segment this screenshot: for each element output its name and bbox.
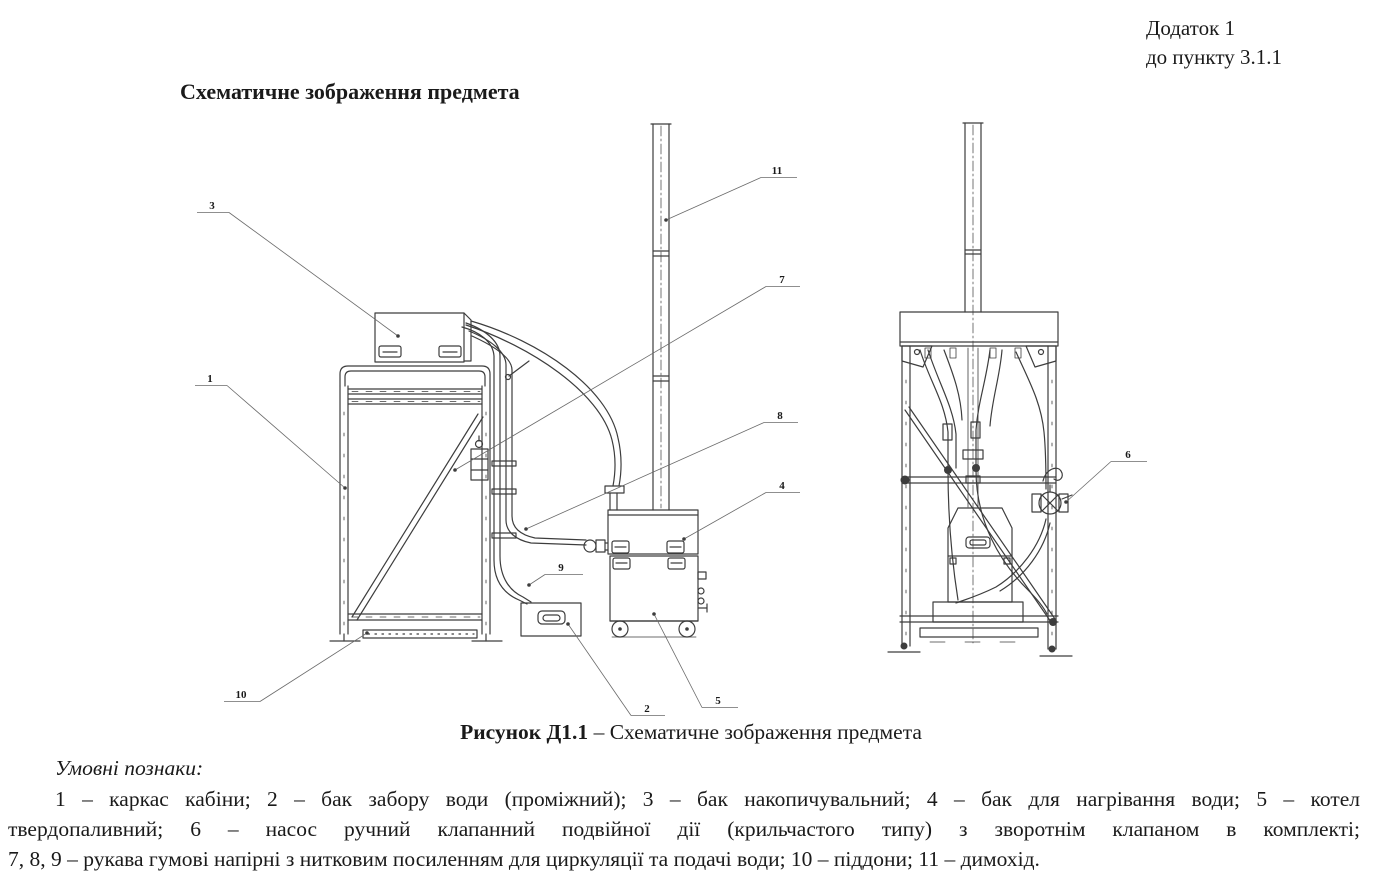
legend-line-2: твердопаливний; 6 – насос ручний клапанний подвійної дії (крильчастого типу) з зворотнім клапаном в комплекті; xyxy=(8,817,1360,841)
callout-2: 2 xyxy=(644,703,650,715)
callout-1: 1 xyxy=(207,373,213,385)
callout-11: 11 xyxy=(771,165,783,177)
figure-callouts xyxy=(195,165,1147,716)
callout-4: 4 xyxy=(779,480,785,492)
callout-8: 8 xyxy=(777,410,783,422)
figure-caption-text: – Схематичне зображення предмета xyxy=(588,720,922,744)
callout-3: 3 xyxy=(209,200,215,212)
callout-7: 7 xyxy=(779,274,785,286)
legend-title: Умовні познаки: xyxy=(55,756,204,780)
legend-line-1: 1 – каркас кабіни; 2 – бак забору води (проміжний); 3 – бак накопичувальний; 4 – бак для нагрівання води; 5 – котел xyxy=(55,787,1360,811)
callout-10: 10 xyxy=(235,689,247,701)
middle-view xyxy=(521,124,707,637)
callout-5: 5 xyxy=(715,695,721,707)
figure-caption xyxy=(0,720,1382,745)
callout-9: 9 xyxy=(558,562,564,574)
right-view xyxy=(888,123,1072,656)
page-title: Схематичне зображення предмета xyxy=(180,79,520,104)
annex-line-2: до пункту 3.1.1 xyxy=(1146,45,1282,69)
left-view xyxy=(330,313,624,641)
legend-line-3: 7, 8, 9 – рукава гумові напірні з нитковим посиленням для циркуляції та подачі води; 10 – піддони; 11 – димохід. xyxy=(8,847,1040,871)
figure-caption-label: Рисунок Д1.1 xyxy=(460,720,589,744)
annex-line-1: Додаток 1 xyxy=(1146,16,1236,40)
callout-6: 6 xyxy=(1125,449,1131,461)
